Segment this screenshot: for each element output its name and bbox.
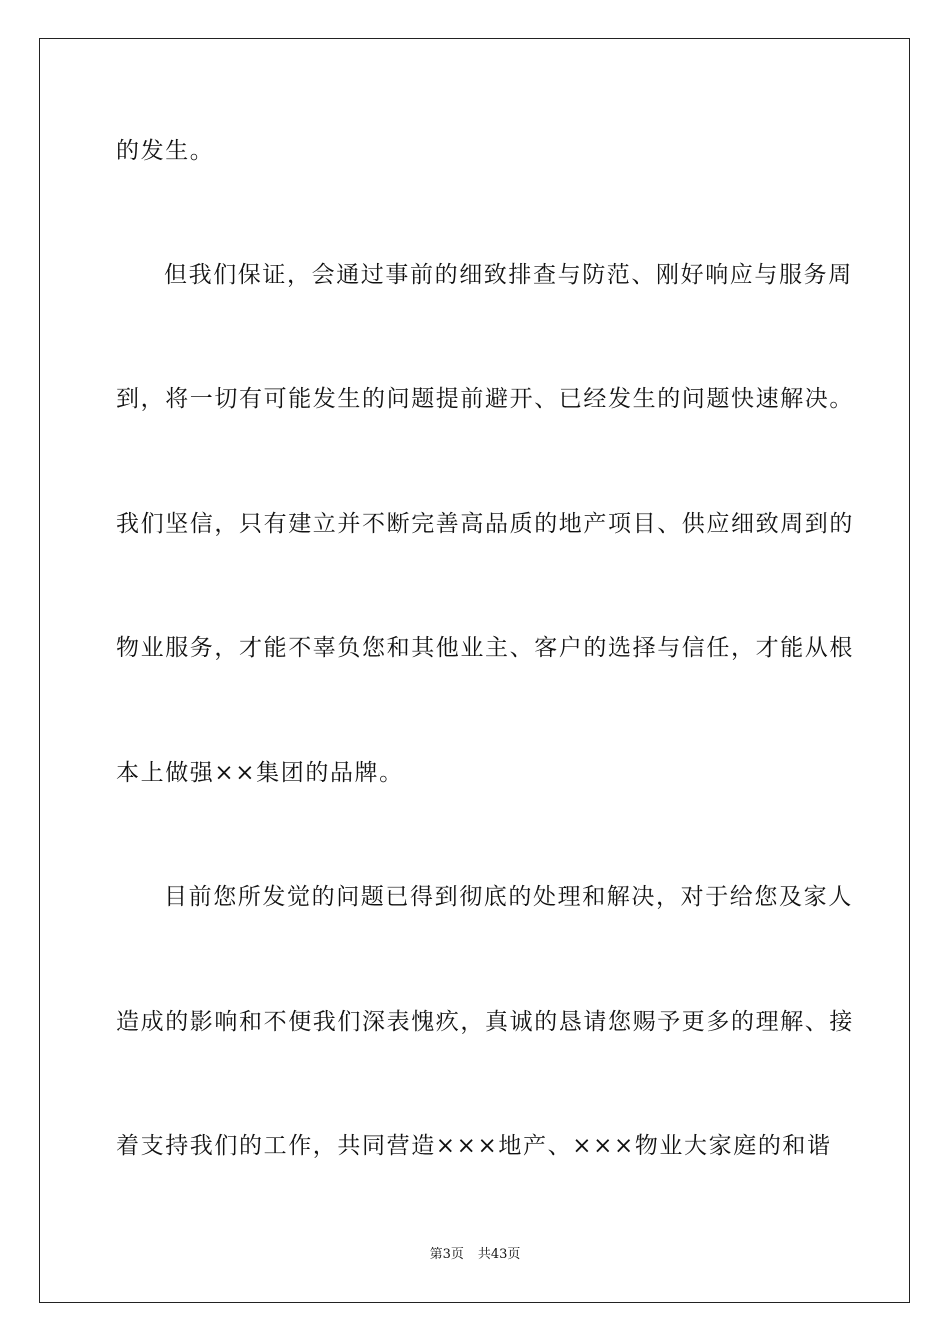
- page-frame: [39, 38, 910, 1303]
- page-number: 第3页: [429, 1247, 464, 1262]
- text-line: 的发生。: [116, 138, 215, 164]
- text-line: 着支持我们的工作，共同营造×××地产、×××物业大家庭的和谐: [116, 1133, 832, 1159]
- paragraph-start-line: 目前您所发觉的问题已得到彻底的处理和解决，对于给您及家人: [164, 884, 853, 910]
- text-line: 本上做强××集团的品牌。: [116, 760, 404, 786]
- text-line: 造成的影响和不便我们深表愧疚，真诚的恳请您赐予更多的理解、接: [116, 1009, 854, 1035]
- text-line: 物业服务，才能不辜负您和其他业主、客户的选择与信任，才能从根: [116, 635, 854, 661]
- page-footer: [0, 1246, 950, 1264]
- text-line: 到，将一切有可能发生的问题提前避开、已经发生的问题快速解决。: [116, 386, 854, 412]
- total-pages: 共43页: [477, 1247, 521, 1262]
- paragraph-start-line: 但我们保证，会通过事前的细致排查与防范、刚好响应与服务周: [164, 262, 853, 288]
- text-line: 我们坚信，只有建立并不断完善高品质的地产项目、供应细致周到的: [116, 511, 854, 537]
